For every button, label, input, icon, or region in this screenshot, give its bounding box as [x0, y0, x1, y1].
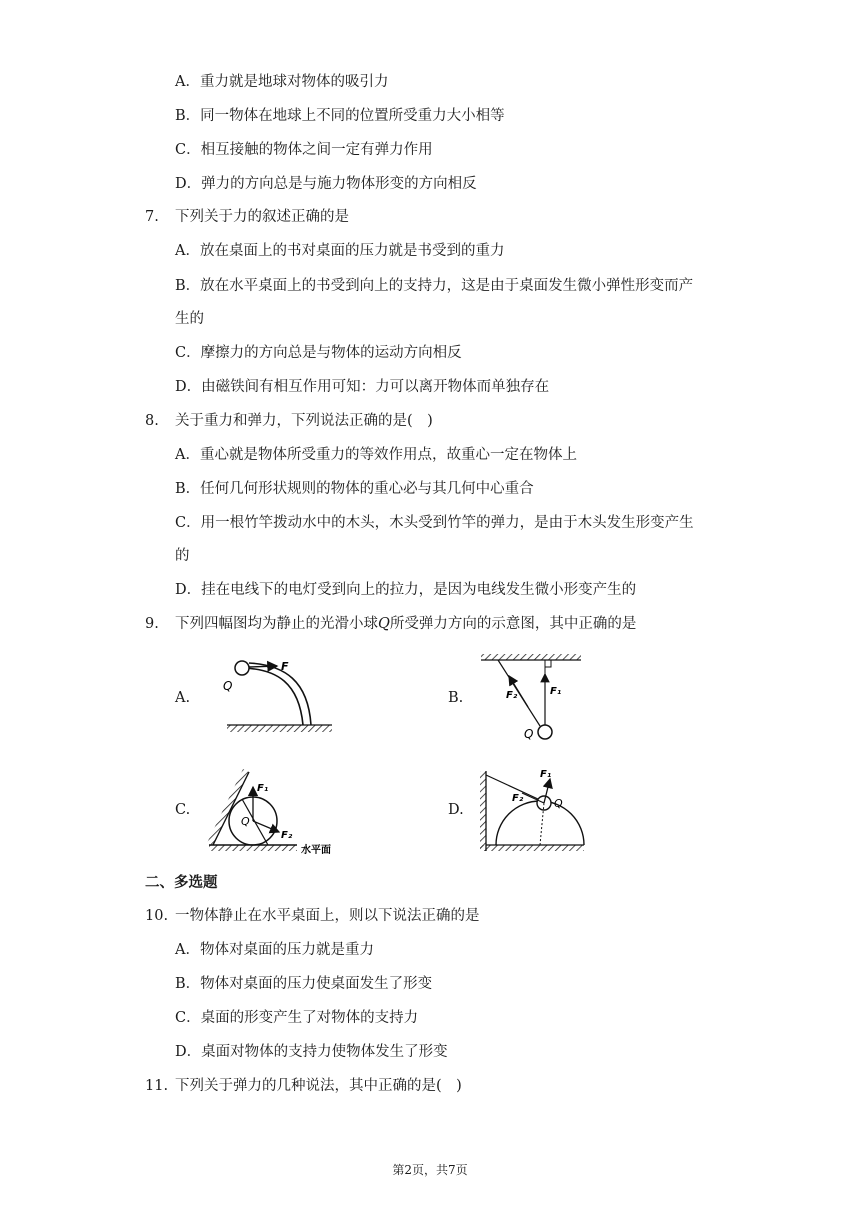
q10-number: 10.	[145, 908, 169, 924]
q10-option-b: B．物体对桌面的压力使桌面发生了形变	[175, 976, 433, 992]
fig-a-curved-track	[243, 668, 303, 725]
q10-option-d: D．桌面对物体的支持力使物体发生了形变	[175, 1044, 448, 1060]
q10-option-a: A．物体对桌面的压力就是重力	[175, 942, 374, 958]
q7-number: 7.	[145, 209, 159, 225]
q7-text: 下列关于力的叙述正确的是	[175, 209, 349, 225]
q10-text: 一物体静止在水平桌面上，则以下说法正确的是	[175, 908, 480, 924]
fig-b-label: B.	[448, 690, 464, 706]
q11-number: 11.	[145, 1078, 169, 1094]
q6-option-a: A．重力就是地球对物体的吸引力	[175, 74, 389, 90]
q11-text: 下列关于弹力的几种说法，其中正确的是( )	[175, 1078, 462, 1094]
q8-option-a: A．重心就是物体所受重力的等效作用点，故重心一定在物体上	[175, 447, 577, 463]
fig-b-diagram	[478, 652, 588, 752]
page-footer: 第2页，共7页	[392, 1163, 468, 1177]
q9-number: 9.	[145, 616, 159, 632]
q8-stem	[145, 411, 433, 431]
fig-d-label: D.	[448, 802, 464, 818]
q7-option-b-cont: 生的	[175, 311, 204, 327]
fig-a-force-arrow	[249, 666, 277, 667]
fig-d-f1-label: F₁	[540, 769, 552, 780]
fig-c-f1-label: F₁	[257, 783, 269, 794]
fig-b-ball-label: Q	[524, 727, 534, 741]
fig-a-ball-label: Q	[223, 679, 233, 693]
fig-d-ground	[480, 845, 584, 851]
fig-c-label: C.	[175, 802, 191, 818]
q6-option-c: C．相互接触的物体之间一定有弹力作用	[175, 142, 433, 158]
q8-option-d: D．挂在电线下的电灯受到向上的拉力，是因为电线发生微小形变产生的	[175, 582, 637, 598]
q7-option-b: B．放在水平桌面上的书受到向上的支持力，这是由于桌面发生微小弹性形变而产	[175, 278, 694, 294]
fig-b-f1-label: F₁	[550, 686, 562, 697]
q8-option-c-cont: 的	[175, 548, 190, 564]
q10-option-c: C．桌面的形变产生了对物体的支持力	[175, 1010, 419, 1026]
q8-text: 关于重力和弹力，下列说法正确的是( )	[175, 413, 433, 429]
fig-a-force-label: F	[281, 660, 289, 673]
fig-c-ground	[209, 845, 297, 851]
fig-b-ball	[538, 725, 552, 739]
q7-option-a: A．放在桌面上的书对桌面的压力就是书受到的重力	[175, 243, 505, 259]
fig-d-f2-label: F₂	[512, 793, 524, 804]
section-heading-multi-choice: 二、多选题	[145, 874, 218, 891]
q9-text-post: 所受弹力方向的示意图，其中正确的是	[389, 616, 637, 632]
fig-a-label: A.	[175, 690, 191, 706]
fig-c-incline-wall	[207, 769, 249, 845]
fig-d-wall	[480, 771, 486, 851]
fig-d-diagram	[478, 765, 588, 857]
q11-stem	[145, 1076, 462, 1096]
fig-a-ball	[235, 661, 249, 675]
fig-a-ground	[227, 725, 332, 732]
q8-option-c: C．用一根竹竿拨动水中的木头，木头受到竹竿的弹力，是由于木头发生形变产生	[175, 515, 694, 531]
fig-b-ceiling	[481, 654, 581, 660]
fig-b-f2-label: F₂	[506, 690, 518, 701]
q7-option-d: D．由磁铁间有相互作用可知：力可以离开物体而单独存在	[175, 379, 550, 395]
q6-option-b: B．同一物体在地球上不同的位置所受重力大小相等	[175, 108, 505, 124]
q6-option-d: D．弹力的方向总是与施力物体形变的方向相反	[175, 176, 477, 192]
q8-option-b: B．任何几何形状规则的物体的重心必与其几何中心重合	[175, 481, 534, 497]
fig-c-f2-label: F₂	[281, 830, 293, 841]
q8-number: 8.	[145, 413, 159, 429]
fig-a-diagram	[215, 655, 340, 740]
fig-c-ground-label: 水平面	[301, 845, 331, 856]
fig-d-ball-label: Q	[554, 797, 563, 810]
q7-stem	[145, 207, 349, 227]
q9-ball-variable: Q	[378, 616, 390, 632]
fig-c-ball-label: Q	[241, 815, 250, 828]
q7-option-c: C．摩擦力的方向总是与物体的运动方向相反	[175, 345, 462, 361]
q9-text-pre: 下列四幅图均为静止的光滑小球	[175, 616, 378, 632]
q10-stem	[145, 906, 480, 926]
q9-stem	[145, 614, 636, 634]
fig-c-diagram	[205, 765, 345, 857]
